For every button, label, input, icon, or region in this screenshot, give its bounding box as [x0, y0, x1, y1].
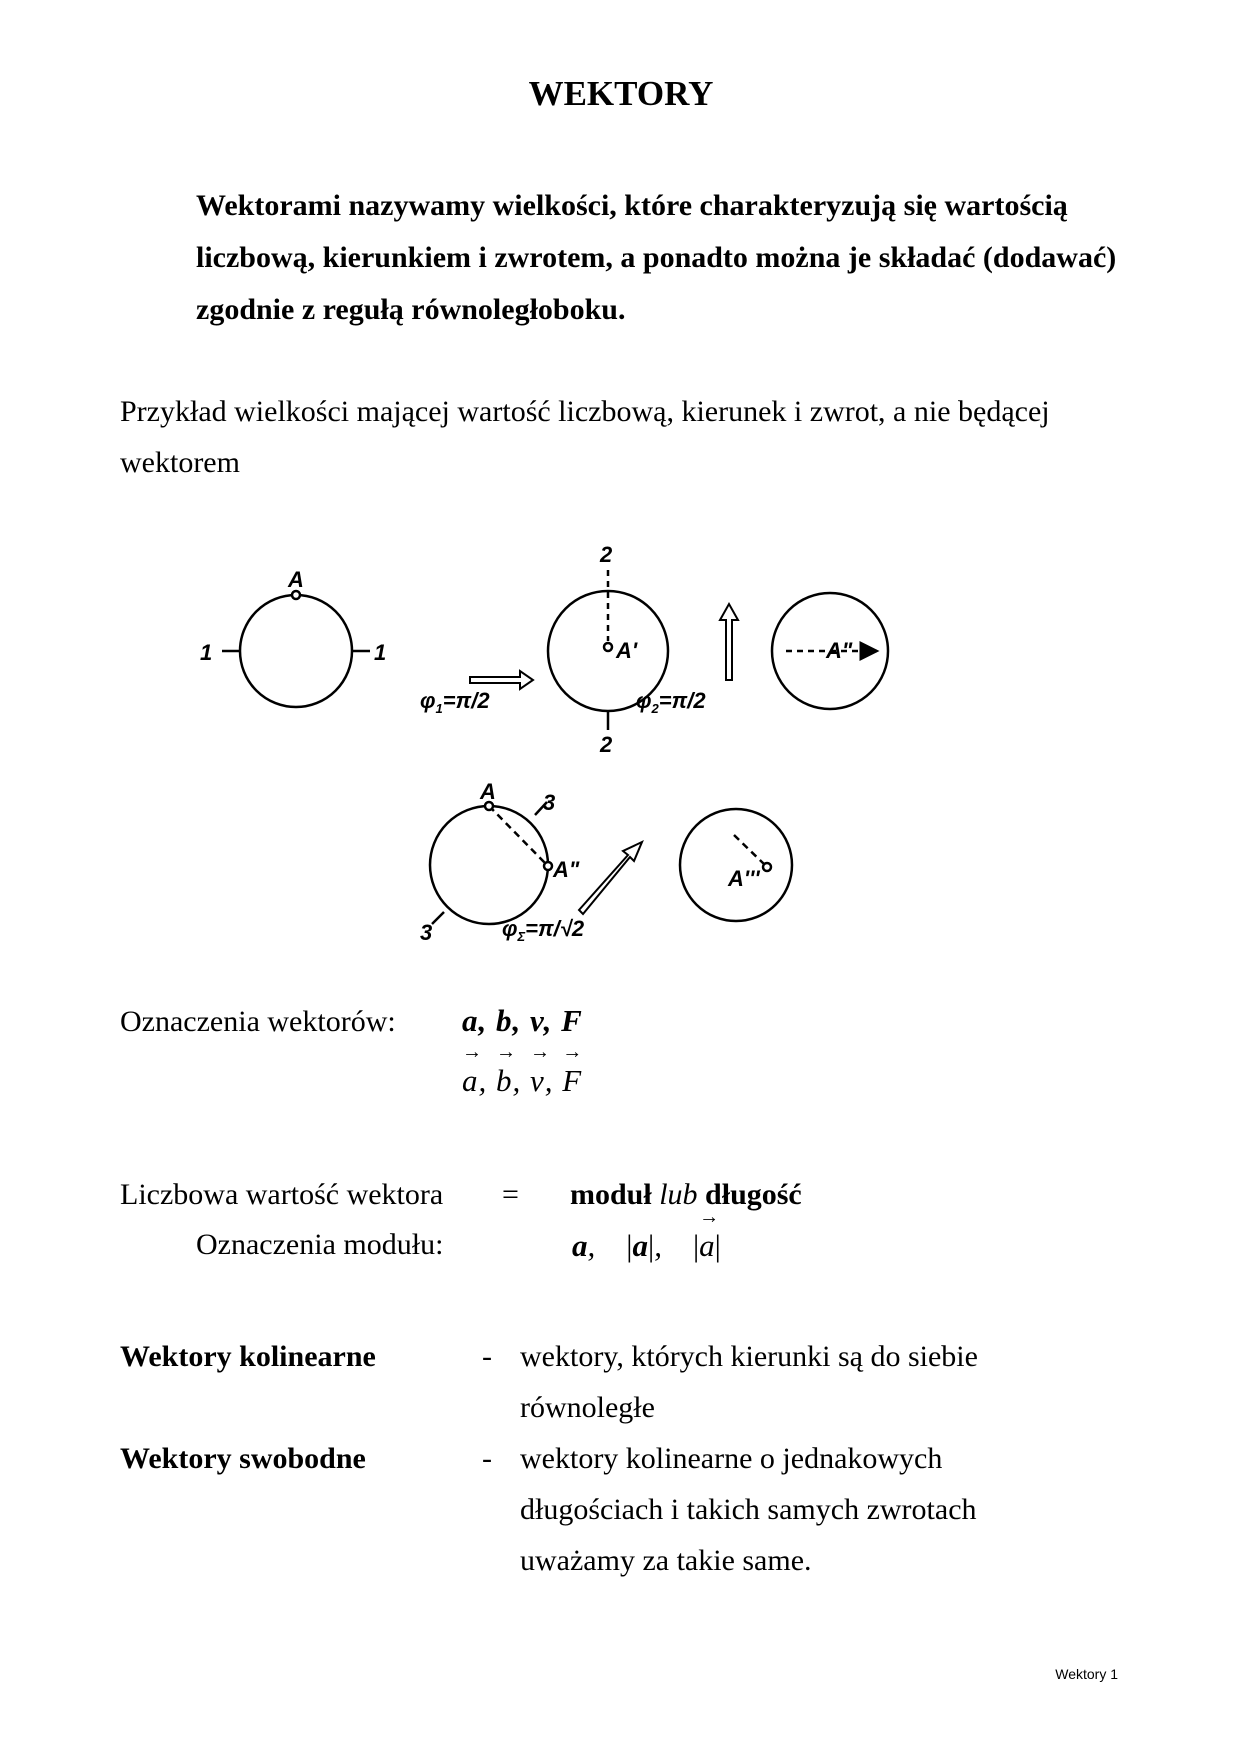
label-A2-bottom: A" — [553, 857, 580, 882]
vector-notation-bold: a, b, v, F — [462, 1003, 583, 1038]
term-collinear-dash: - — [482, 1340, 492, 1373]
page-footer: Wektory 1 — [1055, 1666, 1118, 1682]
label-A-1: A — [288, 567, 304, 592]
modulus-notation-label: Oznaczenia modułu: — [196, 1228, 444, 1261]
circle-1 — [240, 595, 352, 707]
term-collinear: Wektory kolinearne — [120, 1340, 376, 1373]
term-free: Wektory swobodne — [120, 1442, 366, 1475]
page-title: WEKTORY — [528, 74, 714, 113]
circle-5 — [680, 809, 792, 921]
label-axis1-right: 1 — [374, 640, 387, 665]
label-axis3-bottom: 3 — [420, 920, 433, 945]
rotation-figure — [200, 540, 853, 945]
label-axis1-left: 1 — [200, 640, 213, 665]
modulus-value: moduł lub długość — [570, 1178, 802, 1211]
label-axis2-bottom: 2 — [600, 732, 613, 757]
rot1-label: $\varphi_1=\pi/2$ — [420, 688, 490, 716]
label-A2-top: A" — [826, 638, 853, 663]
circle-4 — [430, 806, 548, 924]
modulus-equals: = — [502, 1178, 519, 1211]
term-collinear-desc: wektory, których kierunki są do siebie równoległe — [520, 1340, 978, 1424]
rot3-label: $\varphi_\Sigma=\pi/√2$ — [502, 916, 585, 944]
label-axis3-top: 3 — [543, 790, 556, 815]
label-A-2: A — [480, 779, 496, 804]
label-A1: A' — [616, 638, 638, 663]
vector-notation-arrow: → a, → b, → v, → F — [462, 1063, 582, 1099]
term-free-desc: wektory kolinearne o jednakowych długościach i takich samych zwrotach uważamy za takie same. — [520, 1442, 977, 1577]
example-paragraph: Przykład wielkości mającej wartość liczbową, kierunek i zwrot, a nie będącej wektorem — [120, 395, 1050, 479]
rot2-label: $\varphi_2=\pi/2$ — [636, 688, 706, 716]
label-axis2-top: 2 — [600, 542, 613, 567]
vector-notation-label: Oznaczenia wektorów: — [120, 1005, 396, 1038]
term-free-dash: - — [482, 1442, 492, 1475]
definition-paragraph: Wektorami nazywamy wielkości, które charakteryzują się wartością liczbową, kierunkiem i zwrotem, a ponadto można je składać (dodawać) zgodnie z regułą równoległoboku. — [196, 189, 1117, 326]
modulus-notation: a, |a|, |→ a| — [572, 1228, 721, 1264]
label-A3: A''' — [728, 866, 760, 891]
modulus-label: Liczbowa wartość wektora — [120, 1178, 444, 1211]
